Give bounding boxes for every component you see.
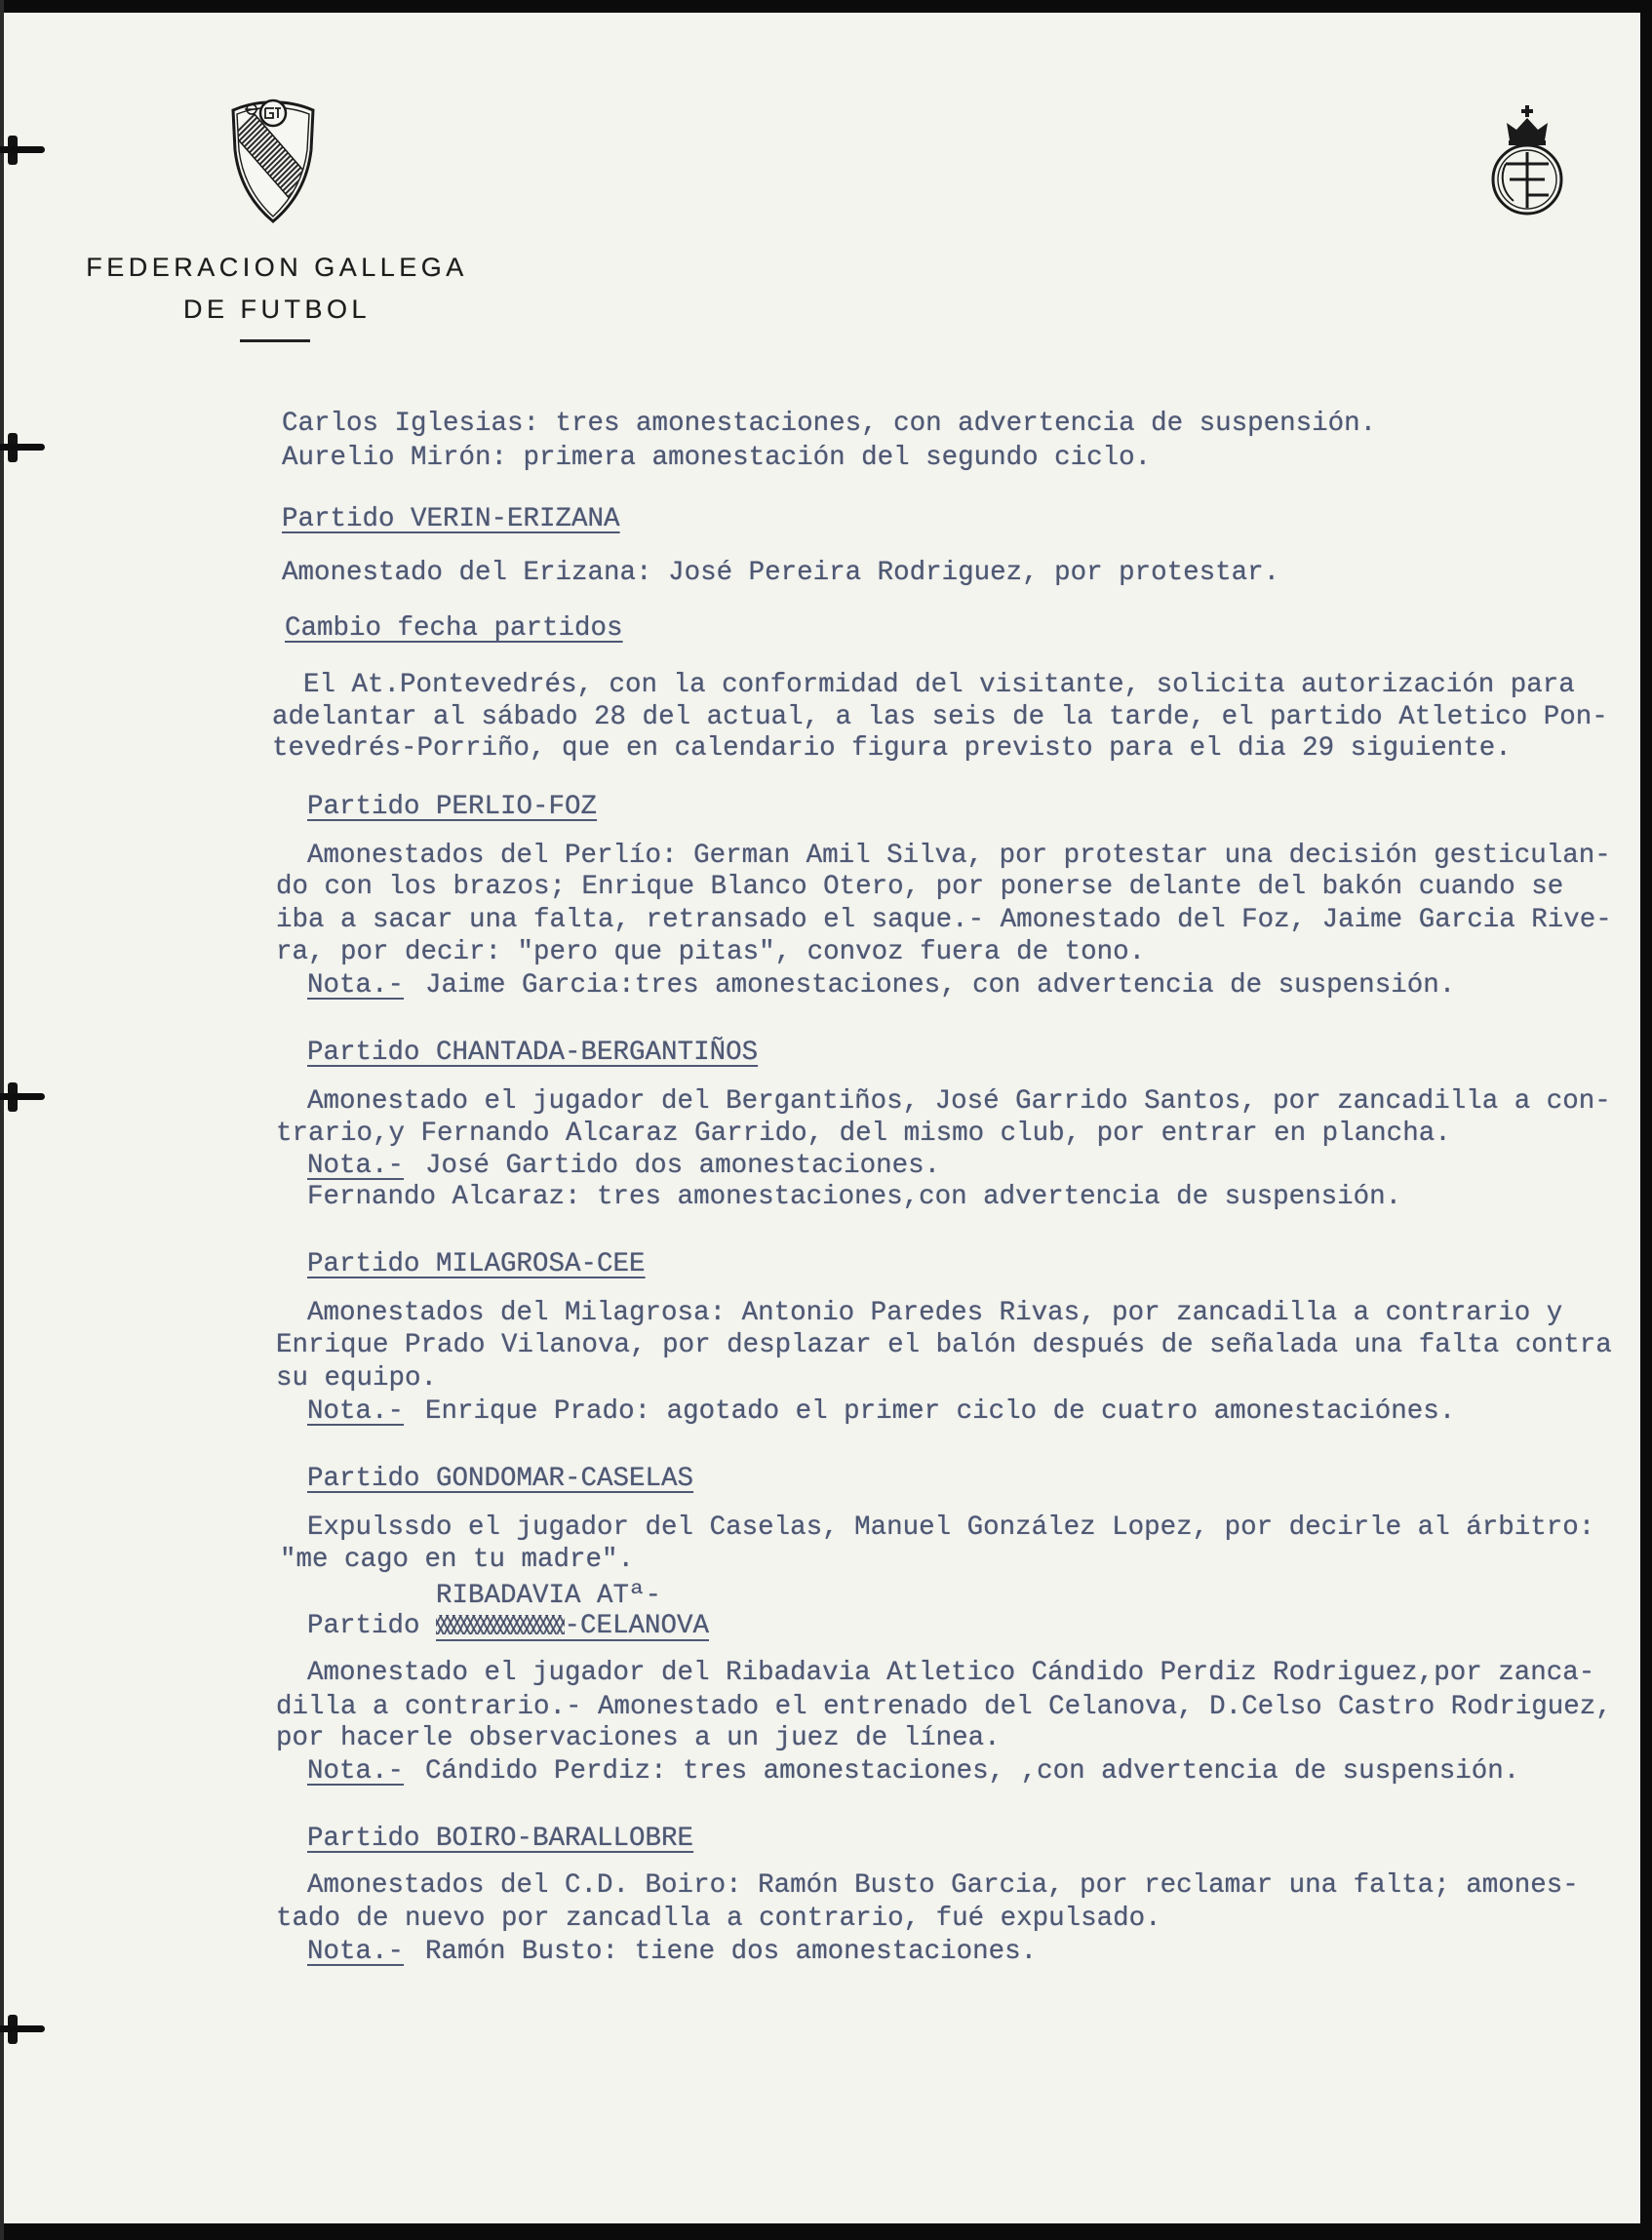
section-heading: Partido PERLIO-FOZ (307, 792, 598, 822)
note-line (307, 969, 1455, 1002)
letterhead-line-1: FEDERACION GALLEGA (86, 253, 468, 282)
section-heading: Partido MILAGROSA-CEE (307, 1249, 646, 1279)
section-line: "me cago en tu madre". (280, 1545, 635, 1575)
binder-ring-mark (0, 136, 47, 165)
section-line: por hacerle observaciones a un juez de línea. (276, 1723, 1001, 1753)
federation-shield-icon (228, 90, 318, 224)
heading-prefix: Partido (307, 1611, 420, 1641)
note-label: Nota.- (307, 970, 405, 1001)
section-line: tevedrés-Porriño, que en calendario figura previsto para el dia 29 siguiente. (272, 733, 1512, 764)
section-line: iba a sacar una falta, retransado el saque.- Amonestado del Foz, Jaime Garcia Rive- (276, 905, 1612, 935)
note-label: Nota.- (307, 1396, 405, 1427)
note-label: Nota.- (307, 1756, 405, 1787)
section-heading: Partido GONDOMAR-CASELAS (307, 1464, 694, 1494)
intro-line: Aurelio Mirón: primera amonestación del segundo ciclo. (282, 443, 1152, 473)
section-line: Amonestados del C.D. Boiro: Ramón Busto Garcia, por reclamar una falta; amones- (307, 1870, 1579, 1901)
rfef-crest-icon (1482, 103, 1572, 218)
section-line: Amonestado el jugador del Ribadavia Atletico Cándido Perdiz Rodriguez,por zanca- (307, 1658, 1595, 1688)
scan-border-bottom (0, 2223, 1652, 2240)
section-line: su equipo. (276, 1363, 438, 1394)
heading-underlined-part (436, 1611, 710, 1641)
note-text: Enrique Prado: agotado el primer ciclo de cuatro amonestaciónes. (425, 1396, 1456, 1427)
section-line: ra, por decir: "pero que pitas", convoz fuera de tono. (276, 937, 1146, 967)
note-text: Ramón Busto: tiene dos amonestaciones. (425, 1937, 1038, 1967)
binder-ring-mark (0, 433, 47, 462)
note-text: Cándido Perdiz: tres amonestaciones, ,con advertencia de suspensión. (425, 1756, 1520, 1787)
letterhead-rule (240, 339, 310, 342)
binder-ring-mark (0, 2015, 47, 2044)
scan-border-left (0, 0, 4, 2240)
note-line (307, 1150, 940, 1183)
section-heading: Partido CHANTADA-BERGANTIÑOS (307, 1038, 759, 1068)
letterhead-line-2: DE FUTBOL (182, 295, 372, 324)
note-line (307, 1755, 1519, 1788)
note-label: Nota.- (307, 1151, 405, 1181)
note-text: José Gartido dos amonestaciones. (425, 1151, 941, 1181)
scan-border-top (0, 0, 1652, 13)
scan-border-right (1640, 0, 1652, 2240)
section-line: adelantar al sábado 28 del actual, a las seis de la tarde, el partido Atletico Pon- (272, 702, 1608, 732)
section-line: Enrique Prado Vilanova, por desplazar el balón después de señalada una falta contra (276, 1330, 1612, 1360)
section-heading (307, 1610, 709, 1643)
section-line: trario,y Fernando Alcaraz Garrido, del mismo club, por entrar en plancha. (276, 1119, 1451, 1149)
section-line: Amonestados del Perlío: German Amil Silva, por protestar una decisión gesticulan- (307, 841, 1611, 871)
section-line: Amonestado del Erizana: José Pereira Rodriguez, por protestar. (282, 558, 1280, 588)
section-heading: Partido BOIRO-BARALLOBRE (307, 1824, 694, 1854)
section-line: El At.Pontevedrés, con la conformidad del visitante, solicita autorización para (303, 670, 1575, 700)
section-line: do con los brazos; Enrique Blanco Otero, por ponerse delante del bakón cuando se (276, 872, 1564, 902)
note-text: Jaime Garcia:tres amonestaciones, con advertencia de suspensión. (425, 970, 1456, 1001)
section-line: tado de nuevo por zancadlla a contrario, fué expulsado. (276, 1904, 1161, 1934)
heading-suffix: -CELANOVA (564, 1611, 710, 1641)
note-line (307, 1936, 1037, 1969)
heading-correction: RIBADAVIA ATª- (436, 1581, 662, 1611)
note-line (307, 1395, 1455, 1429)
note-label: Nota.- (307, 1937, 405, 1967)
binder-ring-mark (0, 1082, 47, 1112)
section-line: Amonestados del Milagrosa: Antonio Paredes Rivas, por zancadilla a contrario y (307, 1298, 1563, 1328)
section-line: dilla a contrario.- Amonestado el entrenado del Celanova, D.Celso Castro Rodriguez, (276, 1692, 1612, 1722)
section-heading: Partido VERIN-ERIZANA (282, 504, 620, 534)
section-line: Amonestado el jugador del Bergantiños, José Garrido Santos, por zancadilla a con- (307, 1086, 1611, 1117)
struck-out-text (436, 1615, 565, 1634)
section-line: Expulssdo el jugador del Caselas, Manuel González Lopez, por decirle al árbitro: (307, 1513, 1595, 1543)
section-heading: Cambio fecha partidos (285, 613, 623, 644)
intro-line: Carlos Iglesias: tres amonestaciones, con advertencia de suspensión. (282, 409, 1377, 439)
note-continuation: Fernando Alcaraz: tres amonestaciones,con advertencia de suspensión. (307, 1182, 1402, 1212)
